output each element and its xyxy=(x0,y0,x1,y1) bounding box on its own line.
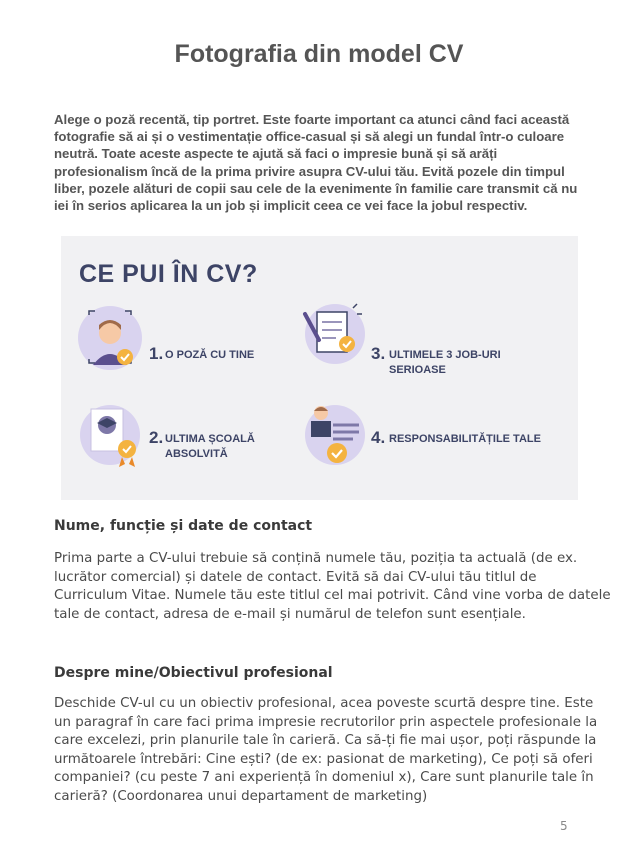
section-body-about-me: Deschide CV-ul cu un obiectiv profesional, acea poveste scurtă despre tine. Este un paragraf în care faci prima impresie recrutorilor prin aspectele profesionale la care excelezi, prin planurile tale în carieră. Ca să-ți fie mai ușor, poți răspunde la următoarele întrebări: Cine ești? (de ex: pasionat de marketing), Ce poți să oferi companiei? (cu peste 7 ani experiență în domeniul x), Care sunt planurile tale în carieră? (Coordonarea unui departament de marketing) xyxy=(54,696,598,804)
clipboard-icon xyxy=(297,298,367,368)
responsibilities-icon xyxy=(297,399,367,469)
item-3-label-line1: ULTIMELE 3 JOB-URI xyxy=(389,349,501,361)
section-heading-contact: Nume, funcție și date de contact xyxy=(54,518,313,534)
intro-paragraph: Alege o poză recentă, tip portret. Este foarte important ca atunci când faci această fotografie să ai și o vestimentație office-casual și să alegi un fundal într-o culoare neutră. Toate aceste aspecte te ajută să faci o impresie bună și să arăți profesionalism încă de la prima privire asupra CV-ului tău. Evită pozele din timpul liber, pozele alături de copii sau cele de la evenimente în familie care transmit că nu iei în serios aplicarea la un job și implicit ceea ce vei face la jobul respectiv. xyxy=(54,112,578,214)
item-4-number: 4. xyxy=(371,428,386,447)
diploma-icon xyxy=(77,399,147,469)
section-heading-about-me: Despre mine/Obiectivul profesional xyxy=(54,665,333,681)
item-1-label: O POZĂ CU TINE xyxy=(165,349,255,361)
item-2-number: 2. xyxy=(149,428,164,447)
infographic-heading: CE PUI ÎN CV? xyxy=(79,260,258,288)
item-3-label-line2: SERIOASE xyxy=(389,364,446,376)
item-2-label-line2: ABSOLVITĂ xyxy=(165,448,228,460)
portrait-icon xyxy=(75,303,145,373)
item-1-number: 1. xyxy=(149,344,164,363)
infographic-what-to-put-in-cv xyxy=(61,236,578,500)
section-body-contact: Prima parte a CV-ului trebuie să conțină numele tău, poziția ta actuală (de ex. lucrător comercial) și datele de contact. Evită să dai CV-ului tău titlul de Curriculum Vitae. Numele tău este titlul cel mai potrivit. Când vine vorba de datele tale de contact, adresa de e-mail și numărul de telefon sunt esențiale. xyxy=(54,551,611,622)
page-title: Fotografia din model CV xyxy=(174,40,464,68)
item-2-label-line1: ULTIMA ȘCOALĂ xyxy=(165,433,255,445)
page-number: 5 xyxy=(560,819,568,833)
item-4-label: RESPONSABILITĂȚILE TALE xyxy=(389,433,541,445)
item-3-number: 3. xyxy=(371,344,386,363)
